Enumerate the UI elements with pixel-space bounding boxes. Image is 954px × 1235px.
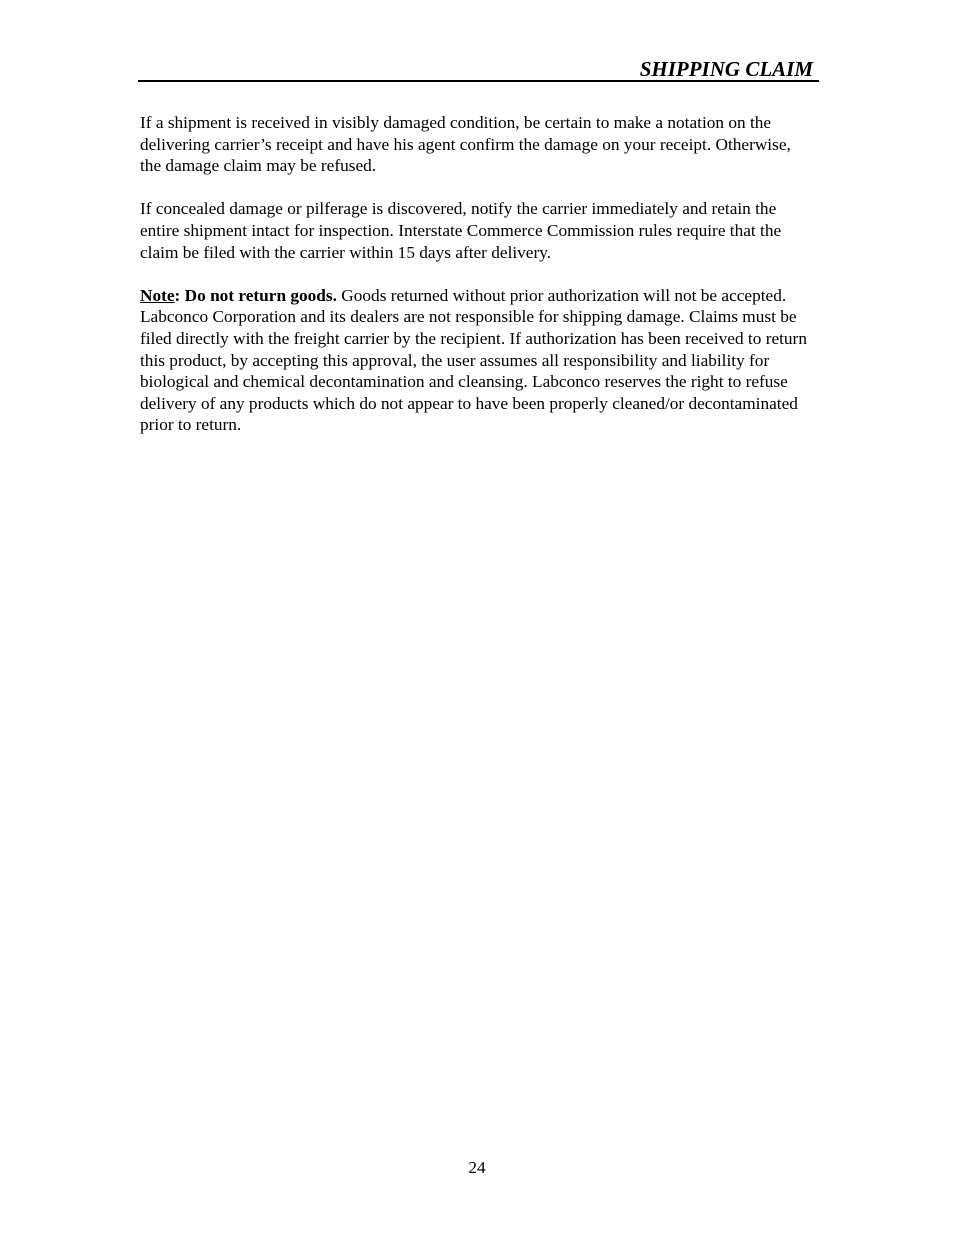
paragraph-concealed-damage: If concealed damage or pilferage is discovered, notify the carrier immediately and retain the entire shipment intact for inspection. Interstate Commerce Commission rules require that the claim be filed with the carrier within 15 days after delivery. [140, 199, 782, 262]
page-header [138, 56, 819, 83]
note-paragraph [140, 285, 812, 436]
paragraph-visible-damage: If a shipment is received in visibly damaged condition, be certain to make a notation on the delivering carrier’s receipt and have his agent confirm the damage on your receipt. Otherwise, the damage claim may be refused. [140, 113, 791, 176]
note-heading: : Do not return goods. [174, 285, 337, 305]
header-rule [138, 80, 819, 82]
note-text: Goods returned without prior authorization will not be accepted. Labconco Corporation and its dealers are not responsible for shipping damage. Claims must be filed directly with the freight carrier by the recipient. If authorization has been received to return this product, by accepting this approval, the user assumes all responsibility and liability for biological and chemical decontamination and cleansing. Labconco reserves the right to refuse delivery of any products which do not appear to have been properly cleaned/or decontaminated prior to return. [140, 285, 807, 435]
note-word: Note [140, 285, 175, 305]
document-body [140, 112, 812, 458]
section-title: SHIPPING CLAIM [639, 57, 813, 81]
page-number: 24 [468, 1158, 486, 1177]
note-label [140, 286, 337, 305]
